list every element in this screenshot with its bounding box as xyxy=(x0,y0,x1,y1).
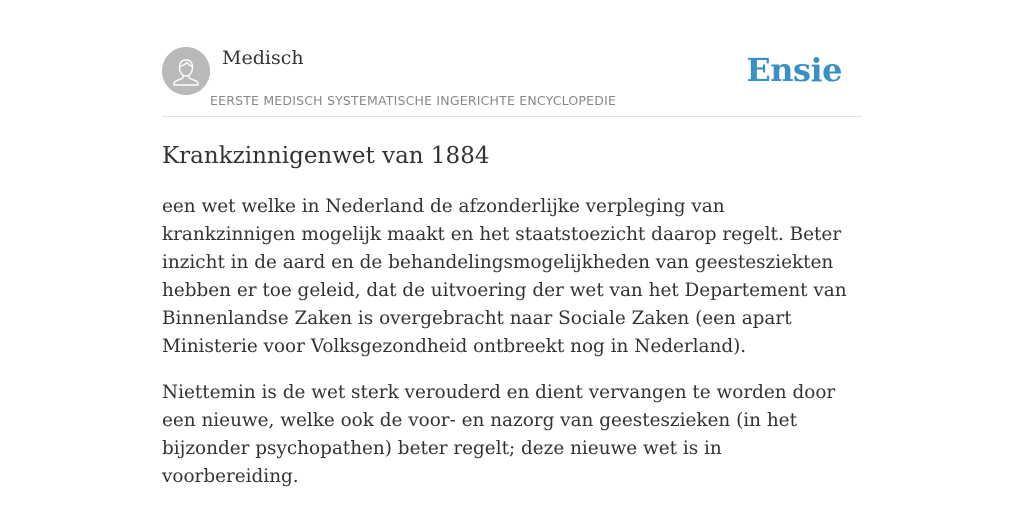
ensie-logo[interactable]: Ensie xyxy=(746,51,842,89)
article-paragraph: een wet welke in Nederland de afzonderlijke verpleging van krankzinnigen mogelijk maakt en het staatstoezicht daarop regelt. Beter inzicht in de aard en de behandelingsmogelijkheden van geestesziekten hebben er toe geleid, dat de uitvoering der wet van het Departement van Binnenlandse Zaken is overgebracht naar Sociale Zaken (een apart Ministerie voor Volksgezondheid ontbreekt nog in Nederland). xyxy=(162,196,847,357)
author-avatar[interactable] xyxy=(162,47,210,95)
user-silhouette-icon xyxy=(162,47,210,95)
article-body xyxy=(162,193,862,491)
article-page xyxy=(162,0,862,509)
author-name[interactable]: Medisch xyxy=(222,47,304,69)
page-header xyxy=(162,0,862,117)
article-paragraph: Niettemin is de wet sterk verouderd en dient vervangen te worden door een nieuwe, welke ook de voor- en nazorg van geesteszieken (in het bijzonder psychopathen) beter regelt; deze nieuwe wet is in voorbereiding. xyxy=(162,382,836,487)
article-title: Krankzinnigenwet van 1884 xyxy=(162,143,490,169)
author-tagline: EERSTE MEDISCH SYSTEMATISCHE INGERICHTE ENCYCLOPEDIE xyxy=(210,93,617,108)
